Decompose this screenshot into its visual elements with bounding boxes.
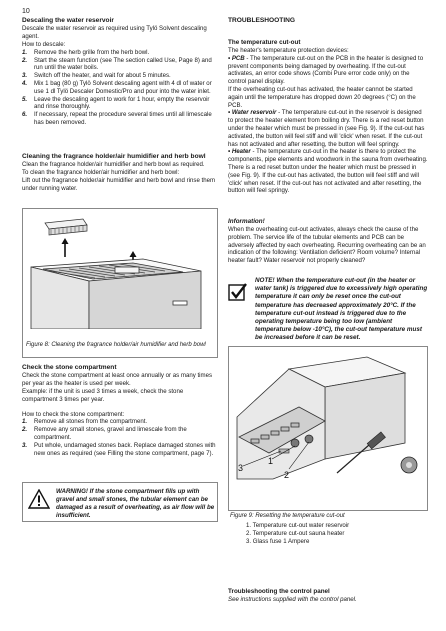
callout-3: 3 [238,463,244,473]
warning-box [22,482,218,522]
figure-9 [228,346,428,511]
control-panel-section [228,588,428,604]
descaling-section [22,17,218,127]
list-item: 1. Temperature cut-out water reservoir [246,522,350,529]
list-item: 2. Temperature cut-out sauna heater [246,529,345,537]
heater-underside-illustration [229,347,427,481]
stone-steps [22,418,218,457]
troubleshooting-title: TROUBLESHOOTING [228,17,296,24]
heater-paragraph: • Heater - The temperature cut-out in the heater is there to protect the components, pipe elements and woodwork in the sauna from overheating. There is a red reset button under the heater which must be pressed in (see Fig. 9). If the cut-out has activated, the button will feel stiff and will 'click' when reset. If the cut-out has not activated and after resetting, the button will feel springy. [228,148,428,195]
figure-8-caption: Figure 8: Cleaning the fragrance holder/air humidifier and herb bowl [26,342,206,348]
list-item: 5. Leave the descaling agent to work for 1 hour, empty the reservoir and rinse thoroughly. [22,95,210,111]
note-box [228,277,428,342]
fragrance-section [22,153,218,193]
list-item: 1. Remove the herb grille from the herb bowl. [22,48,150,56]
fragrance-p3: Lift out the fragrance holder/air humidifier and herb bowl and rinse them under running water. [22,177,216,192]
note-text: NOTE! When the temperature cut-out (in the heater or water tank) is triggered due to excessively high operating temperature it can only be reset once the cut-out temperature has decreased approximately 20°C. If the temperature cut-out instead is triggered due to the operating temperature being too low (ambient temperature below -10°C), the cut-out temperature must be increased before it can be reset. [255,277,428,342]
cutout-title: The temperature cut-out [228,39,301,46]
information-title: Information! [228,218,265,225]
figure-9-caption: Figure 9: Resetting the temperature cut-out [230,513,345,519]
figure-8 [22,208,218,358]
list-item: 2. Start the steam function (see The section called Use, Page 8) and run until the water boils. [22,56,212,72]
descaling-title: Descaling the water reservoir [22,17,114,24]
herb-grille-icon [45,219,87,235]
pcb-paragraph: • PCB - The temperature cut-out on the PCB in the heater is designed to prevent components being damaged by overheating. If the cut-out activates, an error code shows (Combi Pure error code only) on the control panel display. [228,54,424,86]
page-number: 10 [22,8,30,15]
descaling-howto: How to descale: [22,41,66,49]
cutout-intro: The heater's temperature protection devices: [228,47,349,55]
fragrance-title: Cleaning the fragrance holder/air humidifier and herb bowl [22,153,206,160]
information-section [228,218,428,265]
water-reservoir-paragraph: • Water reservoir - The temperature cut-out in the reservoir is designed to protect the heater element from boiling dry. There is a red reset button under the heater which must be pressed in (see Fig. 9). If the cut-out has activated, the button will feel stiff and will 'click' when reset. If the cut-out has not activated and after resetting, the button will feel springy. [228,109,425,148]
descaling-steps [22,49,218,127]
fragrance-p2: To clean the fragrance holder/air humidifier and herb bowl: [22,169,180,177]
list-item: 3. Glass fuse 1 Ampere [246,537,310,545]
stone-title: Check the stone compartment [22,364,117,371]
control-panel-text: See instructions supplied with the control panel. [228,596,357,604]
callout-2: 2 [284,470,290,480]
control-panel-title: Troubleshooting the control panel [228,588,330,595]
heater-body [31,259,201,329]
list-item: 1. Remove all stones from the compartment. [22,418,148,426]
cutout-section [228,39,428,195]
checkmark-note-icon [228,282,248,302]
callout-1: 1 [268,456,274,466]
list-item: 2. Remove any small stones, gravel and limescale from the compartment. [22,426,187,442]
information-text: When the overheating cut-out activates, always check the cause of the problem. The service life of the tubular elements and PCB can be adversely affected by each overheating. Recurring overheating can be an indication of the following: Ventilation deficient? Room volume? Internal heater fault? Water reservoir not properly cleaned? [228,226,426,265]
stone-p2: Example: if the unit is used 3 times a week, check the stone compartment 3 times per year. [22,388,184,403]
list-item: 4. Mix 1 bag (80 g) Tylö Solvent descaling agent with 4 dl of water or use 1 dl Tylö Descaler Domestic/Pro and pour into the water inlet. [22,80,212,95]
round-knob-icon [401,457,417,473]
stone-p1: Check the stone compartment at least once annually or as many times per year as the heater is used per week. [22,372,213,388]
descaling-intro: Descale the water reservoir as required using Tylö Solvent descaling agent. [22,25,207,41]
figure-9-legend [246,522,426,545]
list-item: 3. Put whole, undamaged stones back. Replace damaged stones with new ones as required (see Filling the stone compartment, page 7). [22,441,216,457]
list-item: 6. If necessary, repeat the procedure several times until all limescale has been removed. [22,111,212,126]
heater-illustration [23,209,217,329]
warning-text: WARNING! If the stone compartment fills up with gravel and small stones, the tubular element can be damaged as a result of overheating, as air flow will be insufficient. [56,488,215,519]
stone-section [22,364,218,457]
fragrance-p1: Clean the fragrance holder/air humidifier and herb bowl as required. [22,161,205,169]
warning-triangle-icon [28,489,50,509]
pcb-paragraph-2: If the overheating cut-out has activated, the heater cannot be started again until the temperature has dropped down 20 degrees (°C) on the PCB. [228,86,416,109]
list-item: 3. Switch off the heater, and wait for about 5 minutes. [22,72,171,80]
stone-howto: How to check the stone compartment: [22,410,125,418]
